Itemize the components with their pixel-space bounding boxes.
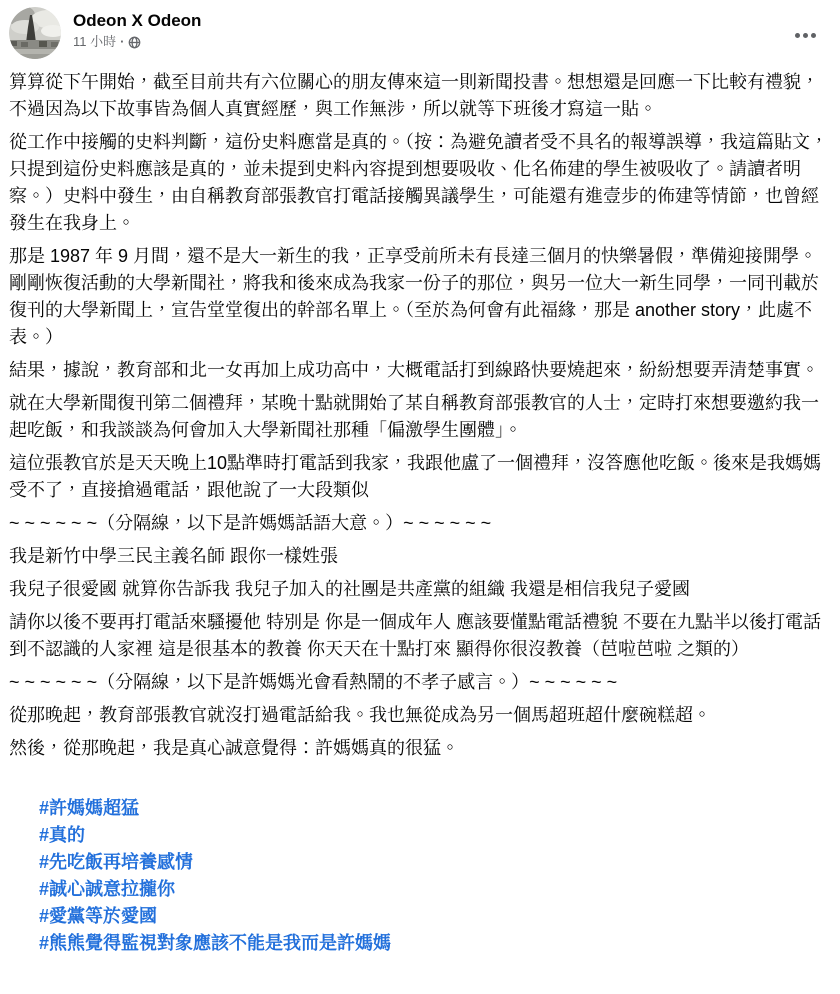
post-paragraph: 從工作中接觸的史料判斷，這份史料應當是真的。（按：為避免讀者受不具名的報導誤導，我這篇貼文，只提到這份史料應該是真的，並未提到史料內容提到想要吸收、化名佈建的學生被吸收了。請讀者明察。）史料中發生，由自稱教育部張教官打電話接觸異議學生，可能還有進壹步的佈建等情節，也曾經發生在我身上。 <box>9 132 828 233</box>
hashtag-link[interactable]: #誠心誠意拉攏你 <box>39 879 176 899</box>
header-meta <box>73 7 201 50</box>
meta-separator: · <box>120 34 125 49</box>
avatar[interactable] <box>9 7 61 59</box>
author-name[interactable]: Odeon X Odeon <box>73 11 202 30</box>
post-options-button[interactable] <box>787 20 823 50</box>
post-paragraph: 結果，據說，教育部和北一女再加上成功高中，大概電話打到線路快要燒起來，紛紛想要弄清楚事實。 <box>9 360 819 380</box>
hashtag-link[interactable]: #真的 <box>39 825 86 845</box>
hashtag-link[interactable]: #許媽媽超猛 <box>39 798 140 818</box>
post-divider-line: ~ ~ ~ ~ ~ ~（分隔線，以下是許媽媽光會看熱鬧的不孝子感言。）~ ~ ~ ~ ~ ~ <box>9 672 618 692</box>
post-paragraph: 算算從下午開始，截至目前共有六位關心的朋友傳來這一則新聞投書。想想還是回應一下比較有禮貌，不過因為以下故事皆為個人真實經歷，與工作無涉，所以就等下班後才寫這一貼。 <box>9 72 819 119</box>
post-paragraph: 我是新竹中學三民主義名師 跟你一樣姓張 <box>9 546 338 566</box>
hashtag-link[interactable]: #愛黨等於愛國 <box>39 906 158 926</box>
hashtag-link[interactable]: #先吃飯再培養感情 <box>39 852 194 872</box>
ellipsis-icon <box>795 33 800 38</box>
post-paragraph: 我兒子很愛國 就算你告訴我 我兒子加入的社團是共產黨的組織 我還是相信我兒子愛國 <box>9 579 690 599</box>
avatar-image <box>9 7 61 59</box>
post-meta-row <box>73 34 201 50</box>
globe-icon <box>128 36 141 49</box>
ellipsis-icon <box>803 33 808 38</box>
post-paragraph: 就在大學新聞復刊第二個禮拜，某晚十點就開始了某自稱教育部張教官的人士，定時打來想要邀約我一起吃飯，和我談談為何會加入大學新聞社那種「偏激學生團體」。 <box>9 393 819 440</box>
post-paragraph: 那是 1987 年 9 月間，還不是大一新生的我，正享受前所未有長達三個月的快樂暑假，準備迎接開學。剛剛恢復活動的大學新聞社，將我和後來成為我家一份子的那位，與另一位大一新生同學，一同刊載於復刊的大學新聞上，宣告堂堂復出的幹部名單上。（至於為何會有此福緣，那是 another story，此處不表。） <box>9 246 819 347</box>
ellipsis-icon <box>811 33 816 38</box>
post-paragraph: 這位張教官於是天天晚上10點準時打電話到我家，我跟他盧了一個禮拜，沒答應他吃飯。後來是我媽媽受不了，直接搶過電話，跟他說了一大段類似 <box>9 453 822 500</box>
post-paragraph: 從那晚起，教育部張教官就沒打過電話給我。我也無從成為另一個馬超班超什麼碗糕超。 <box>9 705 711 725</box>
hashtag-row <box>9 768 831 984</box>
post-body <box>9 67 831 984</box>
post-paragraph: 請你以後不要再打電話來騷擾他 特別是 你是一個成年人 應該要懂點電話禮貌 不要在九點半以後打電話到不認識的人家裡 這是很基本的教養 你天天在十點打來 顯得你很沒教養（芭啦芭啦 之類的） <box>9 612 821 659</box>
post-header <box>9 6 831 67</box>
timestamp[interactable]: 11 小時 <box>73 34 117 49</box>
post-divider-line: ~ ~ ~ ~ ~ ~（分隔線，以下是許媽媽話語大意。）~ ~ ~ ~ ~ ~ <box>9 513 492 533</box>
hashtag-link[interactable]: #熊熊覺得監視對象應該不能是我而是許媽媽 <box>39 933 392 953</box>
post-paragraph: 然後，從那晚起，我是真心誠意覺得：許媽媽真的很猛。 <box>9 738 459 758</box>
